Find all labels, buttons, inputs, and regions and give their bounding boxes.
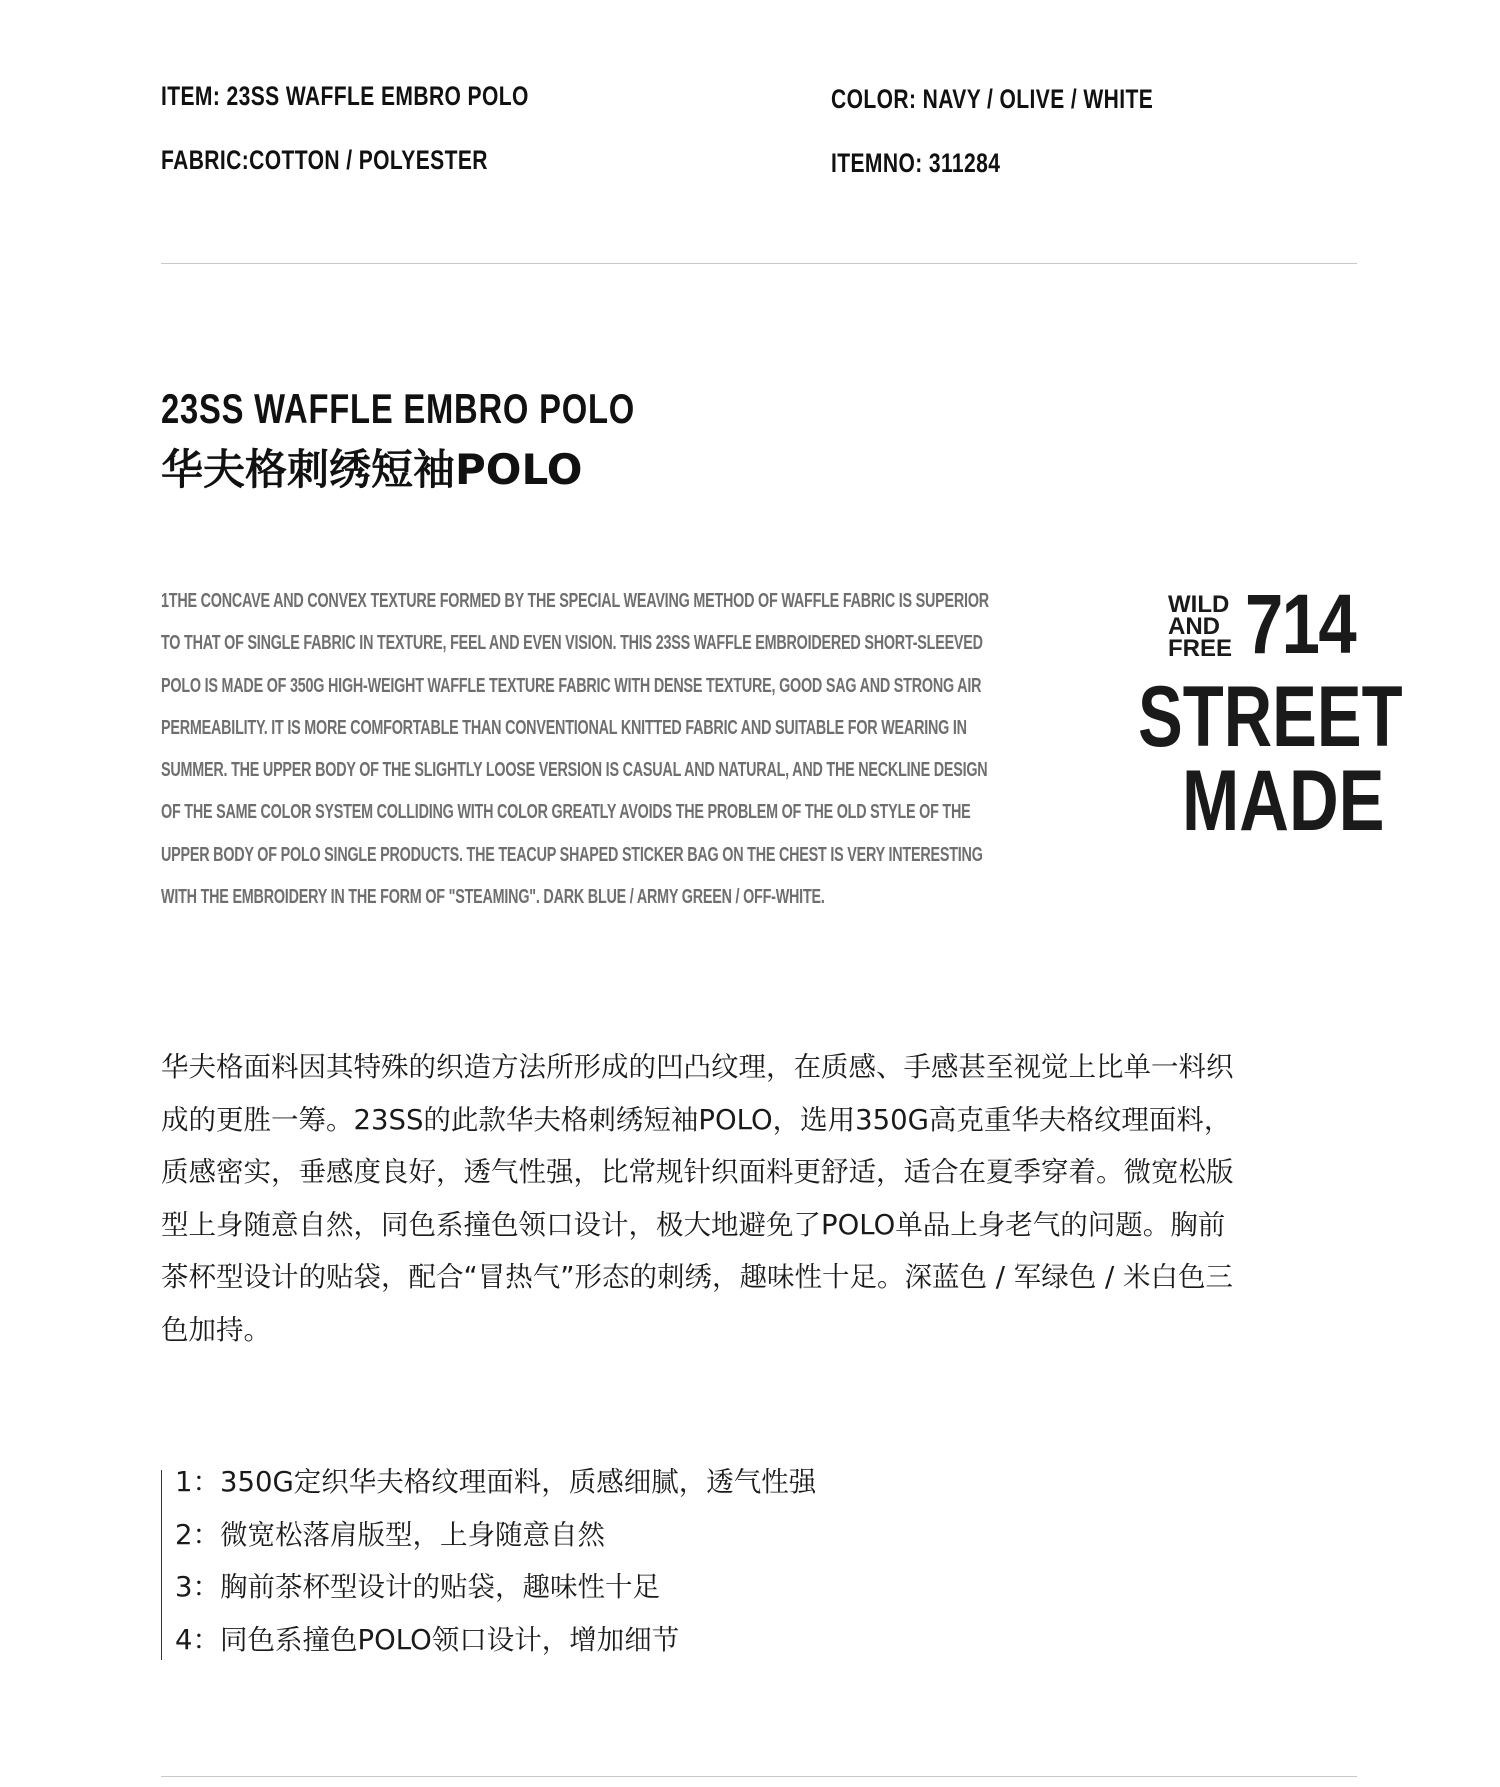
description-english-line: POLO IS MADE OF 350G HIGH-WEIGHT WAFFLE TEXTURE FABRIC WITH DENSE TEXTURE, GOOD SAG AND STRONG AIR <box>161 673 982 697</box>
logo-wild-and-free <box>1168 591 1233 662</box>
spec-item-number: ITEMNO: 311284 <box>831 148 1001 178</box>
description-chinese <box>161 1041 1371 1356</box>
logo-wild: WILD <box>1168 591 1230 618</box>
description-english-line: TO THAT OF SINGLE FABRIC IN TEXTURE, FEEL AND EVEN VISION. THIS 23SS WAFFLE EMBROIDERED SHORT-SLEEVED <box>161 631 983 655</box>
spec-item-name: ITEM: 23SS WAFFLE EMBRO POLO <box>161 81 529 111</box>
logo-and: AND <box>1168 613 1220 640</box>
logo-number: 714 <box>1245 577 1356 671</box>
spec-color: COLOR: NAVY / OLIVE / WHITE <box>831 84 1154 114</box>
product-title-english: 23SS WAFFLE EMBRO POLO <box>161 385 636 432</box>
description-chinese-line: 色加持。 <box>161 1313 271 1346</box>
description-chinese-line: 型上身随意自然，同色系撞色领口设计，极大地避免了POLO单品上身老气的问题。胸前 <box>161 1208 1226 1241</box>
description-chinese-line: 成的更胜一筹。23SS的此款华夫格刺绣短袖POLO，选用350G高克重华夫格纹理面料， <box>161 1103 1232 1136</box>
divider-top <box>161 263 1357 264</box>
feature-item: 1：350G定织华夫格纹理面料，质感细腻，透气性强 <box>175 1466 817 1498</box>
logo-made: MADE <box>1182 753 1385 849</box>
wild-and-free-714-street-made-logo <box>1130 577 1403 849</box>
description-chinese-line: 华夫格面料因其特殊的织造方法所形成的凹凸纹理，在质感、手感甚至视觉上比单一料织 <box>161 1051 1234 1083</box>
description-chinese-line: 质感密实，垂感度良好，透气性强，比常规针织面料更舒适，适合在夏季穿着。微宽松版 <box>161 1156 1234 1188</box>
description-english <box>161 585 1061 923</box>
spec-fabric: FABRIC:COTTON / POLYESTER <box>161 145 488 175</box>
feature-item: 3：胸前茶杯型设计的贴袋，趣味性十足 <box>175 1571 660 1603</box>
feature-list <box>161 1466 817 1660</box>
description-english-line: SUMMER. THE UPPER BODY OF THE SLIGHTLY LOOSE VERSION IS CASUAL AND NATURAL, AND THE NECKLINE DESIGN <box>161 758 988 782</box>
description-chinese-line: 茶杯型设计的贴袋，配合“冒热气”形态的刺绣，趣味性十足。深蓝色 / 军绿色 / 米白色三 <box>161 1261 1233 1293</box>
logo-free: FREE <box>1168 635 1233 662</box>
feature-item: 2：微宽松落肩版型，上身随意自然 <box>175 1518 605 1551</box>
logo-street: STREET <box>1138 669 1403 765</box>
description-english-line: OF THE SAME COLOR SYSTEM COLLIDING WITH COLOR GREATLY AVOIDS THE PROBLEM OF THE OLD STYLE OF THE <box>161 800 971 824</box>
divider-bottom <box>161 1776 1357 1777</box>
description-english-line: UPPER BODY OF POLO SINGLE PRODUCTS. THE TEACUP SHAPED STICKER BAG ON THE CHEST IS VERY INTERESTING <box>161 842 983 866</box>
description-english-line: WITH THE EMBROIDERY IN THE FORM OF "STEAMING". DARK BLUE / ARMY GREEN / OFF-WHITE. <box>161 885 825 909</box>
description-english-line: 1THE CONCAVE AND CONVEX TEXTURE FORMED BY THE SPECIAL WEAVING METHOD OF WAFFLE FABRIC IS SUPERIOR <box>161 589 989 612</box>
product-title-chinese: 华夫格刺绣短袖POLO <box>161 445 583 494</box>
feature-item: 4：同色系撞色POLO领口设计，增加细节 <box>175 1623 680 1656</box>
description-english-line: PERMEABILITY. IT IS MORE COMFORTABLE THAN CONVENTIONAL KNITTED FABRIC AND SUITABLE FOR WEARING IN <box>161 715 967 739</box>
